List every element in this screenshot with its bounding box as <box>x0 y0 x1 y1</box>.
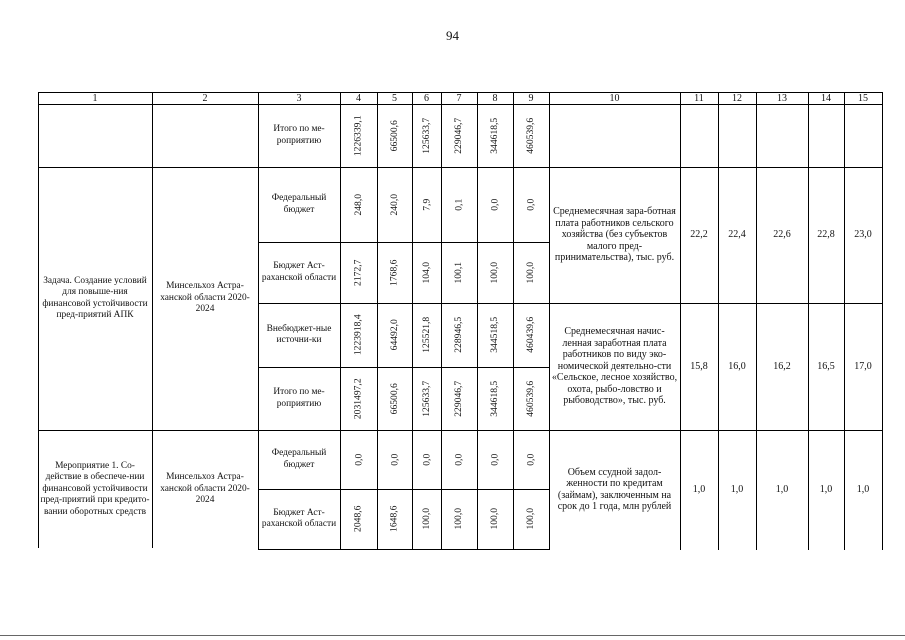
value-cell-text: 460539,6 <box>525 380 537 417</box>
value-cell-text: 0,0 <box>489 453 501 466</box>
value-cell <box>379 244 410 301</box>
value-cell <box>515 369 547 428</box>
value-cell <box>443 244 475 301</box>
value-cell-text: 0,0 <box>388 453 400 466</box>
rule-row-4 <box>258 367 549 368</box>
value-cell-text: 248,0 <box>352 193 364 216</box>
value-cell-text: 66500,6 <box>388 119 400 152</box>
value-cell <box>414 244 439 301</box>
value-cell-text: 344618,5 <box>489 117 501 154</box>
rule-col <box>808 92 809 550</box>
funding-source: Федеральный бюджет <box>271 448 327 470</box>
value-cell-text: 0,0 <box>525 198 537 211</box>
value-cell <box>515 106 547 165</box>
column-header: 15 <box>858 94 868 102</box>
funding-source: Итого по ме-роприятию <box>273 124 325 146</box>
indicator-value: 17,0 <box>854 360 872 372</box>
value-cell-text: 100,0 <box>420 508 432 530</box>
value-cell-text: 460539,6 <box>525 117 537 154</box>
value-cell-text: 344518,5 <box>489 317 501 353</box>
column-header: 1 <box>92 94 98 102</box>
value-cell-text: 344618,5 <box>489 380 501 417</box>
value-cell <box>414 369 439 428</box>
indicator-value: 22,4 <box>728 229 746 241</box>
value-cell-text: 0,0 <box>525 453 537 466</box>
value-cell-text: 240,0 <box>388 193 400 216</box>
value-cell <box>342 369 375 428</box>
value-cell-text: 1223918,4 <box>352 314 364 356</box>
value-cell-text: 100,0 <box>489 261 501 284</box>
rule-row-2 <box>258 242 549 243</box>
rule-row-3 <box>258 303 882 304</box>
value-cell <box>515 432 547 487</box>
value-cell <box>379 106 410 165</box>
indicator-value: 22,6 <box>773 229 791 241</box>
measure-executor: Минсельхоз Астра-ханской области 2020-2024 <box>160 472 250 506</box>
value-cell <box>515 491 547 547</box>
value-cell <box>515 305 547 365</box>
indicator-value: 1,0 <box>856 483 870 495</box>
value-cell <box>443 305 475 365</box>
value-cell <box>479 369 511 428</box>
value-cell-text: 229046,7 <box>453 117 465 154</box>
rule-bottom <box>258 549 549 550</box>
column-header: 4 <box>356 94 361 102</box>
indicator-text: Среднемесячная начис-ленная заработная плата работников по виду эко-номической деятельно-сти «Сельское, лесное хозяйство, охота, рыбо-ловство и рыбоводство», тыс. руб. <box>551 326 678 407</box>
value-cell <box>515 169 547 240</box>
value-cell-text: 228946,5 <box>453 317 465 353</box>
column-header: 10 <box>609 94 620 102</box>
task-executor: Минсельхоз Астра-ханской области 2020-2024 <box>160 281 250 315</box>
column-header: 5 <box>392 94 397 102</box>
indicator-text: Среднемесячная зара-ботная плата работников сельского хозяйства (без субъектов малого пред-принимательства), тыс. руб. <box>553 206 676 264</box>
value-cell-text: 1226339,1 <box>352 115 364 156</box>
value-cell <box>443 169 475 240</box>
rule-col <box>441 92 442 550</box>
value-cell <box>379 432 410 487</box>
rule-col <box>258 92 259 550</box>
value-cell-text: 0,1 <box>453 198 465 211</box>
rule-col <box>844 92 845 550</box>
value-cell-text: 125521,8 <box>420 317 432 353</box>
value-cell <box>479 169 511 240</box>
indicator-value: 23,0 <box>854 229 872 241</box>
column-header: 13 <box>777 94 787 102</box>
value-cell <box>515 244 547 301</box>
value-cell <box>479 305 511 365</box>
column-header: 8 <box>492 94 498 102</box>
measure-name: Мероприятие 1. Со-действие в обеспече-нии финансовой устойчивости пред-приятий при кредито-вании оборотных средств <box>40 460 150 517</box>
value-cell-text: 100,1 <box>453 261 465 284</box>
indicator-value: 1,0 <box>775 483 789 495</box>
value-cell <box>414 169 439 240</box>
value-cell <box>342 169 375 240</box>
value-cell <box>443 106 475 165</box>
value-cell-text: 2172,7 <box>352 259 364 286</box>
rule-col <box>477 92 478 550</box>
value-cell-text: 100,0 <box>525 508 537 530</box>
value-cell <box>414 432 439 487</box>
column-header: 7 <box>456 94 462 102</box>
value-cell <box>379 369 410 428</box>
column-header: 14 <box>821 94 831 102</box>
indicator-value: 1,0 <box>819 483 833 495</box>
indicator-text: Объем ссудной задол-женности по кредитам (займам), заключенным на срок до 1 года, млн рублей <box>557 466 672 512</box>
value-cell-text: 2031497,2 <box>352 378 364 419</box>
value-cell-text: 0,0 <box>489 198 501 211</box>
value-cell <box>479 491 511 547</box>
task-name: Задача. Создание условий для повыше-ния финансовой устойчивости пред-приятий АПК <box>42 275 148 320</box>
column-header: 6 <box>424 94 429 102</box>
value-cell <box>379 169 410 240</box>
value-cell-text: 229046,7 <box>453 380 465 417</box>
value-cell <box>443 432 475 487</box>
value-cell-text: 64492,0 <box>388 319 400 351</box>
value-cell <box>443 369 475 428</box>
rule-col <box>718 92 719 550</box>
rule-col <box>882 92 883 550</box>
rule-col <box>412 92 413 550</box>
value-cell <box>342 432 375 487</box>
value-cell-text: 460439,6 <box>525 317 537 353</box>
indicator-value: 16,0 <box>728 360 746 372</box>
column-header: 9 <box>528 94 534 102</box>
rule-col <box>152 92 153 548</box>
value-cell <box>414 305 439 365</box>
indicator-value: 16,5 <box>817 360 835 372</box>
rule-row-6 <box>258 489 549 490</box>
value-cell-text: 1768,6 <box>388 259 400 286</box>
indicator-value: 16,2 <box>773 360 791 372</box>
value-cell <box>414 106 439 165</box>
bottom-scan-rule <box>0 635 905 636</box>
rule-col <box>513 92 514 550</box>
funding-source: Бюджет Аст-раханской области <box>261 507 337 529</box>
value-cell-text: 2048,6 <box>352 505 364 533</box>
value-cell <box>342 244 375 301</box>
indicator-value: 1,0 <box>692 483 706 495</box>
value-cell-text: 100,0 <box>453 508 465 530</box>
value-cell-text: 7,9 <box>420 198 432 211</box>
value-cell <box>479 244 511 301</box>
value-cell-text: 1648,6 <box>388 505 400 533</box>
funding-source: Бюджет Аст-раханской области <box>261 261 337 283</box>
value-cell <box>443 491 475 547</box>
value-cell-text: 104,0 <box>420 261 432 284</box>
indicator-value: 22,8 <box>817 229 835 241</box>
rule-col <box>340 92 341 550</box>
value-cell-text: 125633,7 <box>420 380 432 417</box>
value-cell <box>342 106 375 165</box>
funding-source: Федеральный бюджет <box>271 193 327 215</box>
value-cell <box>379 491 410 547</box>
value-cell-text: 125633,7 <box>420 117 432 154</box>
value-cell-text: 66500,6 <box>388 382 400 415</box>
rule-col <box>377 92 378 550</box>
value-cell <box>479 432 511 487</box>
column-header: 2 <box>202 94 208 102</box>
value-cell-text: 0,0 <box>420 453 432 466</box>
rule-col <box>549 92 550 550</box>
page-number: 94 <box>446 28 459 43</box>
value-cell-text: 0,0 <box>352 453 364 466</box>
rule-col <box>680 92 681 550</box>
funding-source: Внебюджет-ные источни-ки <box>266 323 332 345</box>
indicator-value: 1,0 <box>730 483 744 495</box>
value-cell <box>342 491 375 547</box>
indicator-value: 15,8 <box>690 360 708 372</box>
column-header: 3 <box>296 94 302 102</box>
indicator-value: 22,2 <box>690 229 708 241</box>
value-cell <box>379 305 410 365</box>
column-header: 12 <box>732 94 742 102</box>
rule-col <box>38 92 39 548</box>
value-cell <box>414 491 439 547</box>
rule-col <box>756 92 757 550</box>
value-cell <box>342 305 375 365</box>
value-cell <box>479 106 511 165</box>
value-cell-text: 100,0 <box>525 261 537 284</box>
value-cell-text: 0,0 <box>453 453 465 466</box>
value-cell-text: 100,0 <box>489 508 501 530</box>
funding-source: Итого по ме-роприятию <box>273 387 325 409</box>
column-header: 11 <box>694 94 704 102</box>
